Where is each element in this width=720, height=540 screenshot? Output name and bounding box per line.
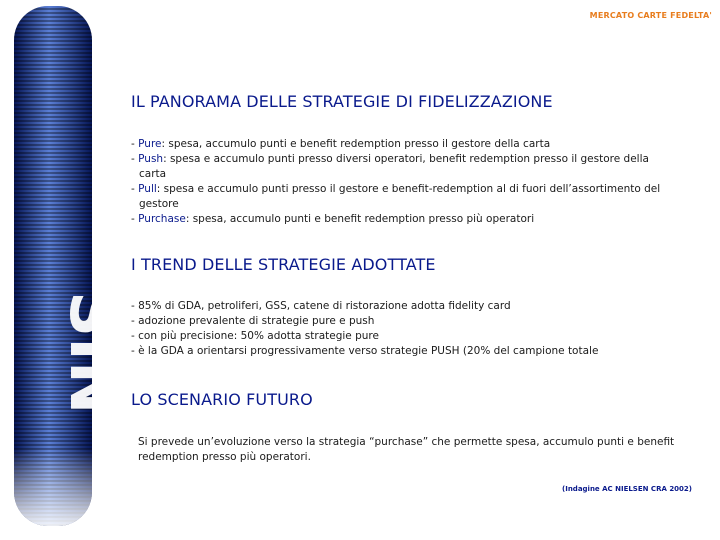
list-item: - 85% di GDA, petroliferi, GSS, catene di ristorazione adotta fidelity card — [131, 300, 511, 312]
section-heading-panorama: IL PANORAMA DELLE STRATEGIE DI FIDELIZZAZIONE — [131, 92, 553, 111]
strategy-term: Pure — [138, 138, 162, 150]
banner-logo-graphic — [8, 4, 129, 528]
list-item-continuation: carta — [139, 168, 167, 180]
banner-logo-text: SIN — [55, 291, 129, 415]
list-item: - Pure: spesa, accumulo punti e benefit redemption presso il gestore della carta — [131, 138, 551, 150]
list-item: - è la GDA a orientarsi progressivamente verso strategie PUSH (20% del campione totale — [131, 345, 599, 357]
section-heading-future: LO SCENARIO FUTURO — [131, 390, 313, 409]
trends-list — [131, 299, 711, 359]
list-item: - Pull: spesa e accumulo punti presso il gestore e benefit-redemption al di fuori dell’assortimento del — [131, 183, 661, 195]
strategies-list — [131, 137, 711, 227]
list-item-continuation: gestore — [139, 198, 179, 210]
strategy-term: Pull — [138, 183, 157, 195]
slide-header-label: MERCATO CARTE FEDELTA' — [589, 11, 712, 20]
future-scenario-paragraph: Si prevede un’evoluzione verso la strategia “purchase” che permette spesa, accumulo punti e benefit redemption presso più operatori. — [138, 436, 675, 463]
section-heading-trend: I TREND DELLE STRATEGIE ADOTTATE — [131, 255, 436, 274]
list-item: - Push: spesa e accumulo punti presso diversi operatori, benefit redemption presso il gestore della — [131, 153, 649, 165]
source-citation: (Indagine AC NIELSEN CRA 2002) — [562, 485, 692, 493]
list-item: - adozione prevalente di strategie pure e push — [131, 315, 375, 327]
strategy-term: Push — [138, 153, 164, 165]
list-item: - con più precisione: 50% adotta strategie pure — [131, 330, 379, 342]
list-item: - Purchase: spesa, accumulo punti e benefit redemption presso più operatori — [131, 213, 535, 225]
decorative-banner — [8, 4, 129, 528]
strategy-term: Purchase — [138, 213, 186, 225]
